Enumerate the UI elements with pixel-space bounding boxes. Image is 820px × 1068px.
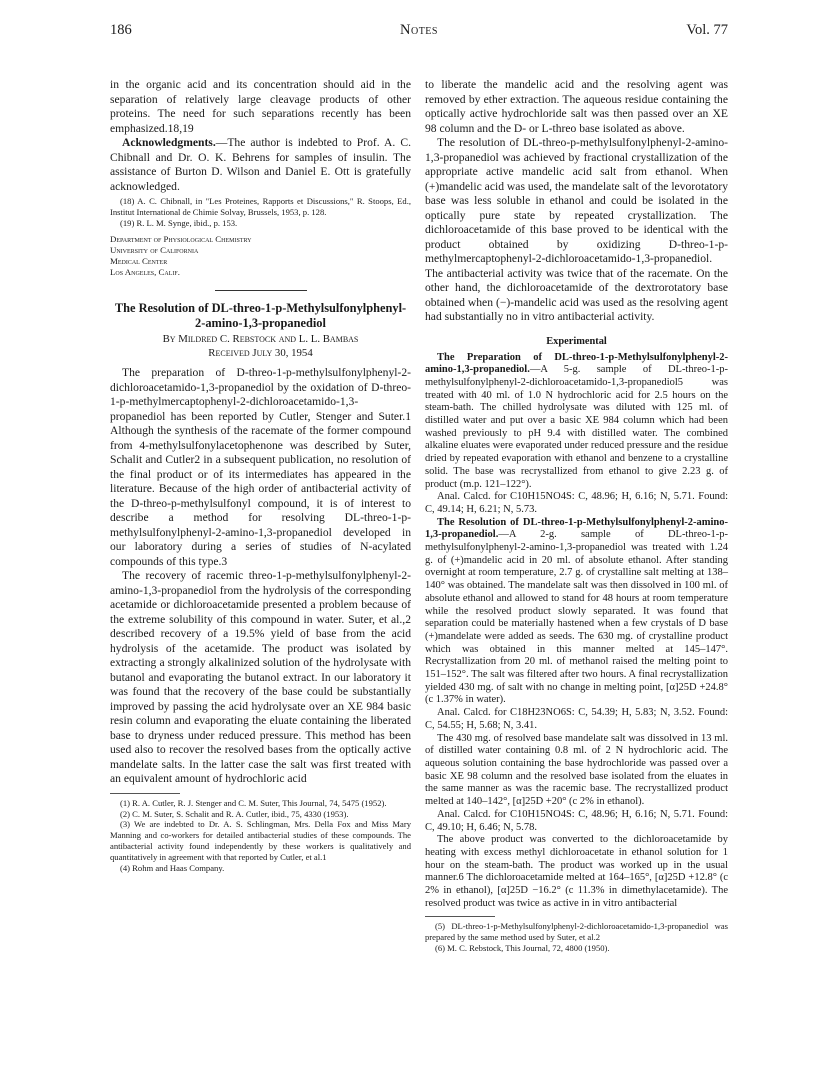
footnote-2: (2) C. M. Suter, S. Schalit and R. A. Cutler, ibid., 75, 4330 (1953). (120, 808, 349, 819)
footnote-rule (110, 793, 180, 794)
footnote-4: (4) Rohm and Haas Company. (120, 862, 225, 873)
footnote-19: (19) R. L. M. Synge, ibid., p. 153. (120, 217, 238, 228)
experimental-paragraph-3: The 430 mg. of resolved base mandelate salt was dissolved in 13 ml. of distilled water containing 0.8 ml. of 2 N hydrochloric acid. The aqueous solution containing the base hydrochloride was passed over a basic XE 98 column and the resolved base isolated from the eluates in the same manner as was the racemic base. The recrystallized product melted at 140–142°, [α]25D +20° (c 2% in ethanol). (425, 732, 728, 808)
footnote-5: (5) DL-threo-1-p-Methylsulfonylphenyl-2-dichloroacetamido-1,3-propanediol was prepared by the same method used by Suter, et al.2 (425, 921, 728, 943)
volume-label: Vol. 77 (686, 22, 728, 38)
analysis-1: Anal. Calcd. for C10H15NO4S: C, 48.96; H, 6.16; N, 5.71. Found: C, 49.14; H, 6.21; N, 5.73. (425, 491, 728, 515)
article-separator (215, 290, 307, 291)
acknowledgments-heading: Acknowledgments. (122, 136, 216, 149)
footnote-3: (3) We are indebted to Dr. A. S. Schlingman, Mrs. Della Fox and Miss Mary Manning and co-workers for detailed antibacterial studies of these compounds. The antibacterial activity found independently by these workers is qualitatively and quantitatively in agreement with that reported by Cutler, et al.1 (110, 819, 411, 862)
footnote-1: (1) R. A. Cutler, R. J. Stenger and C. M. Suter, This Journal, 74, 5475 (1952). (120, 797, 387, 808)
affiliation-line: Los Angeles, Calif. (110, 267, 180, 278)
resolution-text: —A 2-g. sample of DL-threo-1-p-methylsulfonylphenyl-2-amino-1,3-propanediol was treated with 1.24 g. of (+)mandelic acid in 20 ml. of absolute ethanol. After standing overnight at room temperature, 2.7 g. of crystalline salt melting at 138–140° was obtained. The mandelate salt was then dissolved in 100 ml. of absolute ethanol and allowed to stand for 48 hours at room temperature while the resolved product slowly separated. It was found that separation could be materially hastened when a few crystals of D base (+)mandelate were added as seeds. The 630 mg. of crystalline product which was obtained in this manner melted at 145–147°. Recrystallization from 20 ml. of methanol raised the melting point to 151–152°. The salt was filtered after two hours. A final recrystallization yielded 430 mg. of salt with no change in melting point, [α]25D +24.8° (c 1.37% in water). (425, 529, 728, 706)
affiliation-line: Department of Physiological Chemistry (110, 234, 252, 245)
experimental-resolution (425, 517, 728, 708)
acknowledgments-text: —The author is indebted to Prof. A. C. Chibnall and Dr. O. K. Behrens for samples of insulin. The assistance of Burton D. Wilson and Daniel E. Ott is gratefully acknowledged. (110, 136, 411, 193)
analysis-3: Anal. Calcd. for C10H15NO4S: C, 48.96; H, 6.16; N, 5.71. Found: C, 49.10; H, 6.46; N, 5.78. (425, 808, 728, 833)
preparation-text: —A 5-g. sample of DL-threo-1-p-methylsulfonylphenyl-2-dichloroacetamido-1,3-propanediol5 was treated with 40 ml. of 1.0 N hydrochloric acid for 2.5 hours on the steam-bath. The chilled hydrolysate was diluted with 125 ml. of distilled water and put over a basic XE 984 column which had been washed previously to pH 9.4 with distilled water. The combined alkaline eluates were evaporated under reduced pressure and the residue dried by repeated evaporation with ethanol and benzene to a crystalline solid. The base was recrystallized from ethanol to give 2.23 g. of product (m.p. 121–122°). (425, 364, 728, 490)
analysis-2: Anal. Calcd. for C18H23NO6S: C, 54.39; H, 5.83; N, 3.52. Found: C, 54.55; H, 5.68; N, 3.41. (425, 707, 728, 731)
experimental-preparation (425, 352, 728, 492)
previous-article-text: in the organic acid and its concentration should aid in the separation of relatively large cleavage products of other proteins. The need for such separations recently has been emphasized.18,19 (110, 78, 411, 135)
experimental-paragraph-4: The above product was converted to the dichloroacetamide by heating with excess methyl dichloroacetate in ethanol solution for 1 hour on the steam-bath. The product was worked up in the usual manner.6 The dichloroacetamide melted at 164–165°, [α]25D +12.8° (c 2% in ethanol), [α]25D −16.2° (c 11.3% in dimethylacetamide). The resolved product was twice as active in in vitro antibacterial (425, 834, 728, 909)
experimental-heading: Experimental (546, 335, 607, 347)
body-paragraph-3: The resolution of DL-threo-p-methylsulfonylphenyl-2-amino-1,3-propanediol was achieved by fractional crystallization of the appropriate active mandelic acid salt from ethanol. When (+)mandelic acid was used, the mandelate salt of the levorotatory base was less soluble in ethanol and could be isolated in the optically pure state by repeated crystallization. The dichloroacetamide of this base proved to be identical with the product obtained by oxidizing D-threo-1-p-methylmercaptophenyl-2-dichloroacetamido-1,3-propanediol. The antibacterial activity was twice that of the racemate. On the other hand, the dichloroacetamide of the dextrorotatory base obtained when (−)-mandelic acid was used as the resolving agent had substantially no in vitro antibacterial activity. (425, 136, 728, 323)
preparation-title: The Preparation of DL-threo-1-p-Methylsulfonylphenyl-2-amino-1,3-propanediol. (425, 351, 728, 376)
resolution-title: The Resolution of DL-threo-1-p-Methylsulfonylphenyl-2-amino-1,3-propanediol. (425, 516, 728, 541)
author-affiliation (110, 234, 411, 278)
left-column (110, 78, 411, 873)
footnote-18: (18) A. C. Chibnall, in "Les Proteines, Rapports et Discussions," R. Stoops, Ed., Institut International de Chimie Solvay, Brussels, 1953, p. 128. (110, 196, 411, 217)
page-number: 186 (110, 22, 132, 38)
body-paragraph-1: The preparation of D-threo-1-p-methylsulfonylphenyl-2-dichloroacetamido-1,3-propanediol by the oxidation of D-threo-1-p-methylmercaptophenyl-2-dichloroacetamido-1,3-propanediol has been reported by Cutler, Stenger and Suter.1 Although the synthesis of the racemate of the former compound from 4-methylsulfonylacetophenone was described by Suter, Schalit and Cutler2 in a subsequent publication, no resolution of the final product or of its intermediates has appeared in the literature. Because of the high order of antibacterial activity of the D-threo-p-methylsulfonyl compound, it is of interest to describe a method for resolving DL-threo-1-p-methylsulfonylphenyl-2-amino-1,3-propanediol developed in our laboratory during a series of studies of N-acylated compounds of this type.3 (110, 366, 411, 568)
affiliation-line: University of California (110, 245, 199, 256)
acknowledgments-paragraph (110, 136, 411, 194)
right-column (425, 78, 728, 954)
footnote-rule (425, 916, 495, 917)
running-header (110, 22, 728, 42)
byline: By Mildred C. Rebstock and L. L. Bambas (162, 333, 359, 346)
affiliation-line: Medical Center (110, 256, 168, 267)
body-paragraph-continued: to liberate the mandelic acid and the resolving agent was removed by ether extraction. The aqueous residue containing the optically active hydrochloride salt was then passed over an XE 98 column and the D- or L-threo base isolated as above. (425, 78, 728, 135)
section-title: Notes (400, 22, 438, 38)
footnote-6: (6) M. C. Rebstock, This Journal, 72, 4800 (1950). (435, 943, 610, 954)
received-date: Received July 30, 1954 (208, 347, 313, 360)
body-paragraph-2: The recovery of racemic threo-1-p-methylsulfonylphenyl-2-amino-1,3-propanediol from the hydrolysis of the corresponding acetamide or dichloroacetamide presented a problem because of the extreme solubility of this compound in water. Suter, et al.,2 described recovery of a 19.5% yield of base from the acid hydrolysis of the acetamide. The product was isolated by extracting a strongly alkalinized solution of the hydrolysate with butanol and evaporating the butanol extract. In our laboratory it was found that the recovery of the base could be substantially improved by passing the acid hydrolysate over an XE 984 basic resin column and evaporating the eluate containing the liberated base to dryness under reduced pressure. This method has been used also to recover the resolved bases from the optically active mandelate salts. In the latter case the salt was first treated with an equivalent amount of hydrochloric acid (110, 569, 411, 786)
article-title: The Resolution of DL-threo-1-p-Methylsulfonylphenyl-2-amino-1,3-propanediol (114, 301, 407, 331)
